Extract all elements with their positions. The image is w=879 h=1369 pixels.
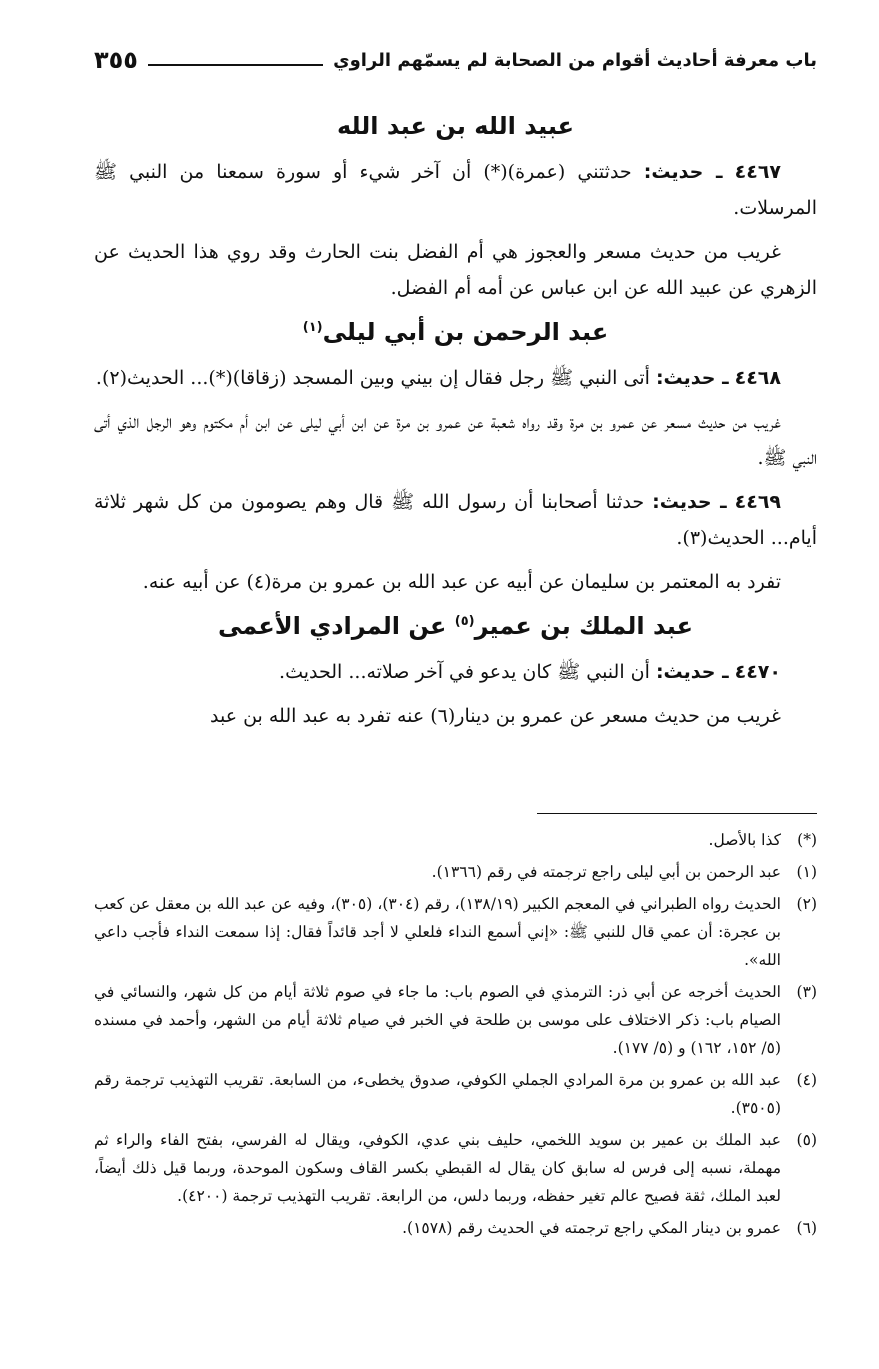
- footnote-mark: (٣): [796, 983, 817, 1001]
- header-rule: [148, 64, 323, 66]
- footnote-1: [94, 858, 817, 886]
- footnotes: [94, 826, 817, 1246]
- hadith-label: ـ حديث:: [652, 491, 727, 513]
- hadith-4468: [94, 360, 817, 396]
- section-title-suffix: عن المرادي الأعمى: [218, 612, 447, 640]
- footnote-4: [94, 1066, 817, 1122]
- section-title-abdulmalik: [94, 608, 817, 644]
- section-title-text: عبد الملك بن عمير: [474, 612, 693, 640]
- hadith-4470: [94, 654, 817, 690]
- hadith-number: ٤٤٦٩: [734, 491, 782, 513]
- footnote-separator: [537, 813, 817, 814]
- footnote-text: عمرو بن دينار المكي راجع ترجمته في الحديث رقم (١٥٧٨).: [402, 1219, 781, 1237]
- footnote-text: كذا بالأصل.: [708, 831, 781, 849]
- section-title-ubaidullah: [94, 108, 817, 144]
- hadith-4467: [94, 154, 817, 226]
- hadith-number: ٤٤٦٨: [734, 367, 781, 389]
- hadith-text: أتى النبي ﷺ رجل فقال إن بيني وبين المسجد (زقاقا)(*)... الحديث(٢).: [95, 367, 650, 389]
- footnote-mark: (١): [796, 863, 817, 881]
- footnote-3: [94, 978, 817, 1062]
- commentary-4467: غريب من حديث مسعر والعجوز هي أم الفضل بنت الحارث وقد روي هذا الحديث عن الزهري عن عبيد الله عن ابن عباس عن أمه أم الفضل.: [94, 241, 817, 299]
- footnote-mark: (*): [797, 831, 817, 849]
- footnote-mark: (٦): [796, 1219, 817, 1237]
- footnote-mark: (٤): [796, 1071, 817, 1089]
- section-title-footnote-ref: (٥): [454, 614, 475, 629]
- footnote-mark: (٢): [796, 895, 817, 913]
- hadith-label: ـ حديث:: [655, 367, 729, 389]
- footnote-text: عبد الله بن عمرو بن مرة المرادي الجملي الكوفي، صدوق يخطىء، من السابعة. تقريب التهذيب ترجمة رقم (٣٥٠٥).: [94, 1071, 781, 1117]
- hadith-label: ـ حديث:: [655, 661, 729, 683]
- running-header-title: باب معرفة أحاديث أقوام من الصحابة لم يسمّهم الراوي: [333, 50, 817, 71]
- hadith-text: حدثتني (عمرة)(*) أن آخر شيء أو سورة سمعنا من النبي ﷺ المرسلات.: [94, 161, 817, 219]
- page-number: ٣٥٥: [94, 46, 138, 74]
- hadith-text: حدثنا أصحابنا أن رسول الله ﷺ قال وهم يصومون من كل شهر ثلاثة أيام... الحديث(٣).: [94, 491, 817, 549]
- hadith-label: ـ حديث:: [643, 161, 723, 183]
- main-text: [94, 108, 817, 742]
- hadith-number: ٤٤٧٠: [734, 661, 781, 683]
- running-header: [94, 36, 817, 76]
- commentary-4470: غريب من حديث مسعر عن عمرو بن دينار(٦) عنه تفرد به عبد الله بن عبد: [210, 705, 781, 727]
- hadith-text: أن النبي ﷺ كان يدعو في آخر صلاته... الحديث.: [279, 661, 650, 683]
- commentary-4468: غريب من حديث مسعر عن عمرو بن مرة وقد رواه شعبة عن عمرو بن مرة عن ابن أبي ليلى عن ابن أم مكتوم وهو الرجل الذي أتى النبي ﷺ.: [94, 411, 817, 469]
- section-title-footnote-ref: (١): [302, 320, 323, 335]
- footnote-asterisk: [94, 826, 817, 854]
- footnote-2: [94, 890, 817, 974]
- hadith-4469: [94, 484, 817, 556]
- footnote-6: [94, 1214, 817, 1242]
- footnote-mark: (٥): [796, 1131, 817, 1149]
- section-title-text: عبيد الله بن عبد الله: [336, 112, 575, 140]
- footnote-text: الحديث أخرجه عن أبي ذر: الترمذي في الصوم باب: ما جاء في صوم ثلاثة أيام من كل شهر، والنسائي في الصيام باب: ذكر الاختلاف على موسى بن طلحة في الخبر في صيام ثلاثة أيام من الشهر، وأحمد في مسنده (٥/ ١٥٢، ١٦٢) و (٥/ ١٧٧).: [94, 983, 781, 1057]
- footnote-text: عبد الملك بن عمير بن سويد اللخمي، حليف بني عدي، الكوفي، ويقال له الفرسي، بفتح الفاء والراء ثم مهملة، نسبه إلى فرس له سابق كان يقال له القبطي بكسر القاف وسكون الموحدة، وربما قيل ذلك أيضاً، لعبد الملك، ثقة فصيح عالم تغير حفظه، وربما دلس، من الرابعة. تقريب التهذيب ترجمة (٤٢٠٠).: [94, 1131, 781, 1205]
- footnote-text: الحديث رواه الطبراني في المعجم الكبير (١٣٨/١٩)، رقم (٣٠٤)، (٣٠٥)، وفيه عن عبد الله بن معقل عن كعب بن عجرة: أن عمي قال للنبي ﷺ: «إني أسمع النداء فلعلي لا أجد قائداً فقال: إذا سمعت النداء فأجب داعي الله».: [94, 895, 781, 969]
- hadith-number: ٤٤٦٧: [734, 161, 782, 183]
- section-title-abdurrahman: [94, 314, 817, 350]
- footnote-text: عبد الرحمن بن أبي ليلى راجع ترجمته في رقم (١٣٦٦).: [431, 863, 781, 881]
- footnote-5: [94, 1126, 817, 1210]
- commentary-4469: تفرد به المعتمر بن سليمان عن أبيه عن عبد الله بن عمرو بن مرة(٤) عن أبيه عنه.: [142, 571, 781, 593]
- section-title-text: عبد الرحمن بن أبي ليلى: [322, 318, 609, 346]
